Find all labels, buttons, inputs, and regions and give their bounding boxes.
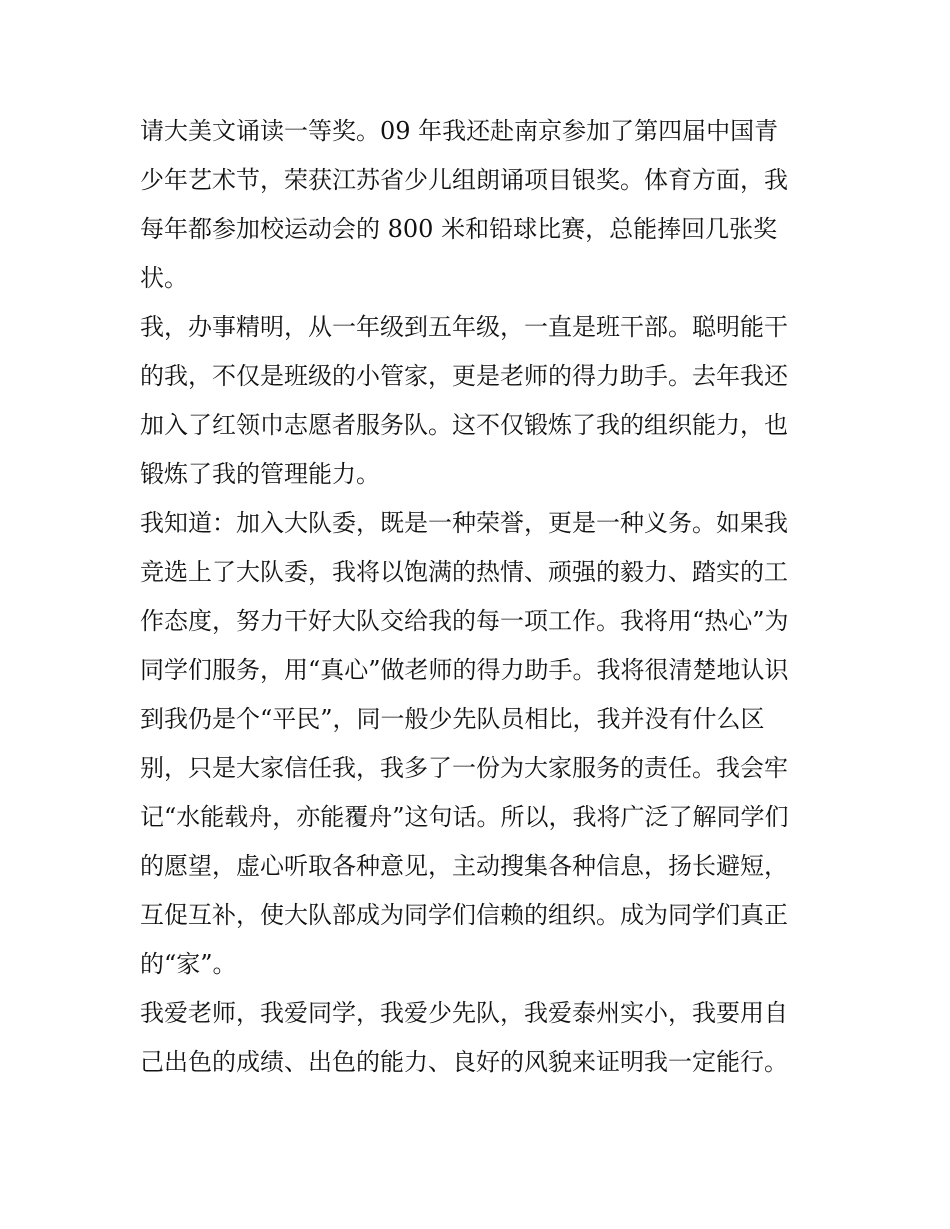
text-line: 同学们服务，用“真心”做老师的得力助手。我将很清楚地认识: [140, 656, 789, 684]
text-line: 请大美文诵读一等奖。09 年我还赴南京参加了第四届中国青: [140, 117, 779, 145]
text-line: 作态度，努力干好大队交给我的每一项工作。我将用“热心”为: [140, 607, 789, 635]
text-line: 我爱老师，我爱同学，我爱少先队，我爱泰州实小，我要用自: [140, 999, 788, 1027]
text-line: 记“水能载舟，亦能覆舟”这句话。所以，我将广泛了解同学们: [140, 803, 789, 831]
text-line: 加入了红领巾志愿者服务队。这不仅锻炼了我的组织能力，也: [140, 411, 788, 439]
text-line: 锻炼了我的管理能力。: [140, 460, 380, 488]
text-line: 我，办事精明，从一年级到五年级，一直是班干部。聪明能干: [140, 313, 788, 341]
text-line: 到我仍是个“平民”，同一般少先队员相比，我并没有什么区: [140, 705, 765, 733]
text-line: 我知道：加入大队委，既是一种荣誉，更是一种义务。如果我: [140, 509, 788, 537]
text-line: 状。: [140, 264, 188, 292]
text-line: 别，只是大家信任我，我多了一份为大家服务的责任。我会牢: [140, 754, 788, 782]
text-line: 的愿望，虚心听取各种意见，主动搜集各种信息，扬长避短，: [140, 852, 788, 880]
text-line: 的“家”。: [140, 950, 237, 978]
text-line: 少年艺术节，荣获江苏省少儿组朗诵项目银奖。体育方面，我: [140, 166, 788, 194]
text-line: 互促互补，使大队部成为同学们信赖的组织。成为同学们真正: [140, 901, 788, 929]
text-line: 的我，不仅是班级的小管家，更是老师的得力助手。去年我还: [140, 362, 788, 390]
text-line: 竞选上了大队委，我将以饱满的热情、顽强的毅力、踏实的工: [140, 558, 788, 586]
text-line: 己出色的成绩、出色的能力、良好的风貌来证明我一定能行。: [140, 1048, 788, 1076]
text-line: 每年都参加校运动会的 800 米和铅球比赛，总能捧回几张奖: [140, 215, 778, 243]
document-body: [140, 107, 820, 1087]
